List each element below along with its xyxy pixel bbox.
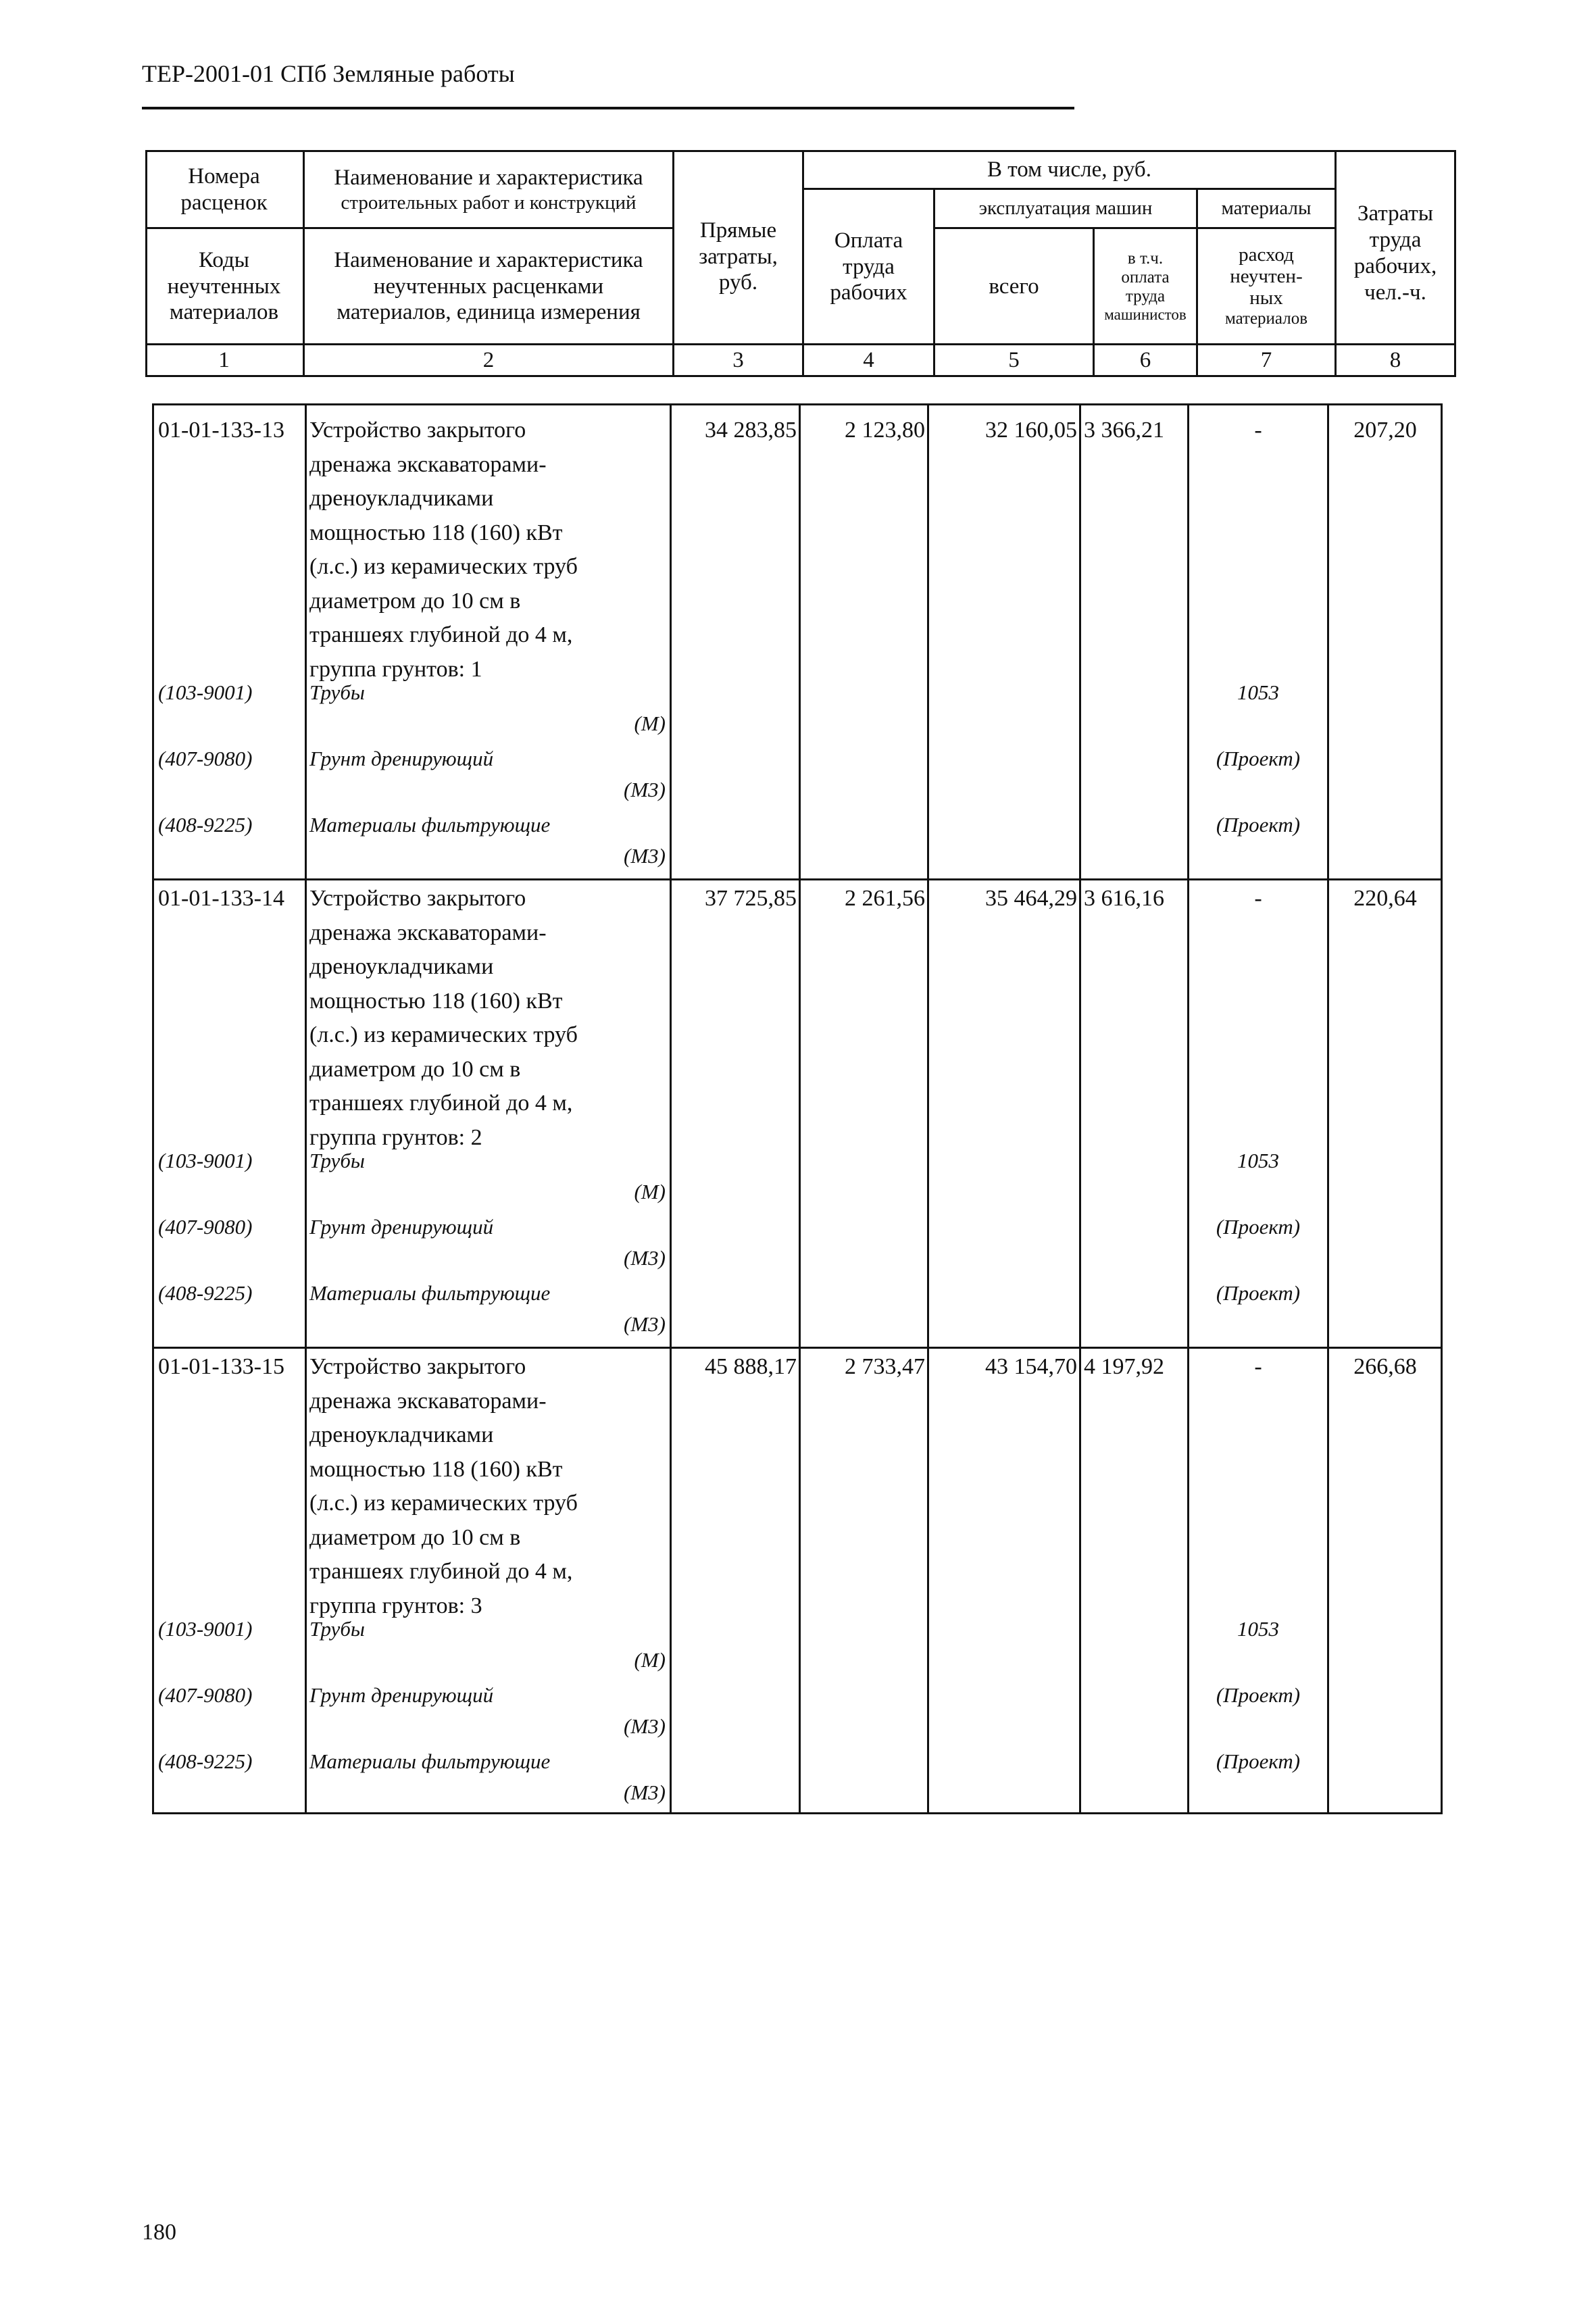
materials-cost: - — [1254, 886, 1262, 911]
material-quantity: (Проект) — [1216, 813, 1301, 837]
machinist-pay: 3 366,21 — [1084, 418, 1164, 443]
material-unit: (М3) — [624, 844, 666, 868]
work-description-line: траншеях глубиной до 4 м, — [309, 1091, 573, 1116]
col2-top-header: Наименование и характеристика строительных работ и конструкций — [334, 166, 643, 214]
material-name: Грунт дренирующий — [309, 747, 494, 770]
rate-code: 01-01-133-14 — [158, 886, 284, 911]
direct-costs: 34 283,85 — [705, 418, 797, 443]
col5-header: всего — [989, 274, 1039, 299]
rate-code: 01-01-133-13 — [158, 418, 284, 443]
material-name: Трубы — [309, 1149, 365, 1172]
material-unit: (М3) — [624, 1781, 666, 1804]
work-description-line: группа грунтов: 1 — [309, 656, 482, 682]
work-description-line: (л.с.) из керамических труб — [309, 1491, 578, 1516]
col2-bottom-header: Наименование и характеристика неучтенных расценками материалов, единица измерения — [334, 247, 643, 325]
work-description-line: мощностью 118 (160) кВт — [309, 1456, 563, 1482]
work-description-line: группа грунтов: 2 — [309, 1124, 482, 1150]
material-quantity: (Проект) — [1216, 1749, 1301, 1773]
material-code: (103-9001) — [158, 1149, 253, 1172]
work-description-line: мощностью 118 (160) кВт — [309, 988, 563, 1014]
rate-code: 01-01-133-15 — [158, 1354, 284, 1379]
labor-hours: 207,20 — [1353, 418, 1417, 443]
col3-header: Прямые затраты, руб. — [699, 218, 778, 295]
col-number-7: 7 — [1260, 347, 1272, 372]
col6-header: в т.ч. оплата труда машинистов — [1104, 249, 1187, 324]
group-header: В том числе, руб. — [987, 157, 1151, 182]
work-description-line: Устройство закрытого — [309, 1354, 526, 1379]
material-unit: (М3) — [624, 1246, 666, 1270]
material-unit: (М) — [634, 1648, 666, 1672]
material-quantity: 1053 — [1237, 1617, 1279, 1641]
direct-costs: 45 888,17 — [705, 1354, 797, 1379]
work-description-line: Устройство закрытого — [309, 418, 526, 443]
material-quantity: (Проект) — [1216, 747, 1301, 770]
labor-hours: 220,64 — [1353, 886, 1417, 911]
title-rule — [142, 107, 1074, 109]
material-quantity: (Проект) — [1216, 1215, 1301, 1239]
direct-costs: 37 725,85 — [705, 886, 797, 911]
material-code: (408-9225) — [158, 1281, 253, 1305]
row-separator — [154, 1347, 1441, 1349]
page-number: 180 — [142, 2220, 176, 2245]
work-description-line: диаметром до 10 см в — [309, 1524, 521, 1550]
work-description-line: дренажа экскаваторами- — [309, 920, 547, 945]
material-name: Материалы фильтрующие — [309, 813, 551, 837]
material-code: (408-9225) — [158, 1749, 253, 1773]
labor-pay: 2 733,47 — [845, 1354, 925, 1379]
col1-top-header: Номера расценок — [180, 164, 268, 215]
machine-costs-total: 35 464,29 — [985, 886, 1077, 911]
machinist-pay: 4 197,92 — [1084, 1354, 1164, 1379]
header-bottom-border — [145, 375, 1456, 377]
material-unit: (М) — [634, 1180, 666, 1203]
col-number-1: 1 — [218, 347, 230, 372]
material-name: Материалы фильтрующие — [309, 1281, 551, 1305]
material-name: Грунт дренирующий — [309, 1215, 494, 1239]
work-description-line: (л.с.) из керамических труб — [309, 554, 578, 579]
material-quantity: 1053 — [1237, 680, 1279, 704]
labor-hours: 266,68 — [1353, 1354, 1417, 1379]
work-description-line: группа грунтов: 3 — [309, 1593, 482, 1618]
col4-header: Оплата труда рабочих — [830, 228, 907, 305]
col-number-5: 5 — [1008, 347, 1020, 372]
col-number-3: 3 — [732, 347, 744, 372]
col-number-8: 8 — [1389, 347, 1401, 372]
material-code: (103-9001) — [158, 1617, 253, 1641]
machine-costs-total: 32 160,05 — [985, 418, 1077, 443]
col-number-4: 4 — [863, 347, 874, 372]
materials-header: материалы — [1221, 197, 1312, 220]
work-description-line: дренажа экскаваторами- — [309, 1388, 547, 1414]
col8-header: Затраты труда рабочих, чел.-ч. — [1353, 201, 1437, 305]
header-right-border — [1454, 150, 1456, 377]
material-quantity: (Проект) — [1216, 1281, 1301, 1305]
col7-header: расход неучтен- ных материалов — [1224, 244, 1308, 328]
machinist-pay: 3 616,16 — [1084, 886, 1164, 911]
material-code: (408-9225) — [158, 813, 253, 837]
material-code: (407-9080) — [158, 747, 253, 770]
machines-header: эксплуатация машин — [978, 197, 1153, 220]
table-header — [145, 150, 1456, 380]
col1-bottom-header: Коды неучтенных материалов — [167, 247, 281, 325]
material-code: (407-9080) — [158, 1215, 253, 1239]
work-description-line: дренажа экскаваторами- — [309, 451, 547, 477]
work-description-line: траншеях глубиной до 4 м, — [309, 622, 573, 647]
page-title: ТЕР-2001-01 СПб Земляные работы — [142, 60, 515, 87]
rates-table — [152, 403, 1443, 1814]
col-number-2: 2 — [482, 347, 495, 372]
materials-cost: - — [1254, 1354, 1262, 1379]
material-unit: (М3) — [624, 778, 666, 801]
work-description-line: траншеях глубиной до 4 м, — [309, 1559, 573, 1584]
labor-pay: 2 261,56 — [845, 886, 925, 911]
material-name: Трубы — [309, 680, 365, 704]
material-quantity: (Проект) — [1216, 1683, 1301, 1707]
work-description-line: дреноукладчиками — [309, 1422, 494, 1447]
work-description-line: (л.с.) из керамических труб — [309, 1022, 578, 1047]
work-description-line: диаметром до 10 см в — [309, 588, 521, 614]
material-name: Грунт дренирующий — [309, 1683, 494, 1707]
work-description-line: дреноукладчиками — [309, 486, 494, 511]
material-quantity: 1053 — [1237, 1149, 1279, 1172]
materials-cost: - — [1254, 418, 1262, 443]
work-description-line: дреноукладчиками — [309, 954, 494, 979]
work-description-line: мощностью 118 (160) кВт — [309, 520, 563, 545]
work-description-line: Устройство закрытого — [309, 886, 526, 911]
machine-costs-total: 43 154,70 — [985, 1354, 1077, 1379]
material-code: (407-9080) — [158, 1683, 253, 1707]
material-unit: (М3) — [624, 1714, 666, 1738]
material-unit: (М3) — [624, 1312, 666, 1336]
col-number-6: 6 — [1139, 347, 1151, 372]
labor-pay: 2 123,80 — [845, 418, 925, 443]
work-description-line: диаметром до 10 см в — [309, 1056, 521, 1082]
material-code: (103-9001) — [158, 680, 253, 704]
material-name: Материалы фильтрующие — [309, 1749, 551, 1773]
material-name: Трубы — [309, 1617, 365, 1641]
material-unit: (М) — [634, 712, 666, 735]
row-separator — [154, 878, 1441, 880]
